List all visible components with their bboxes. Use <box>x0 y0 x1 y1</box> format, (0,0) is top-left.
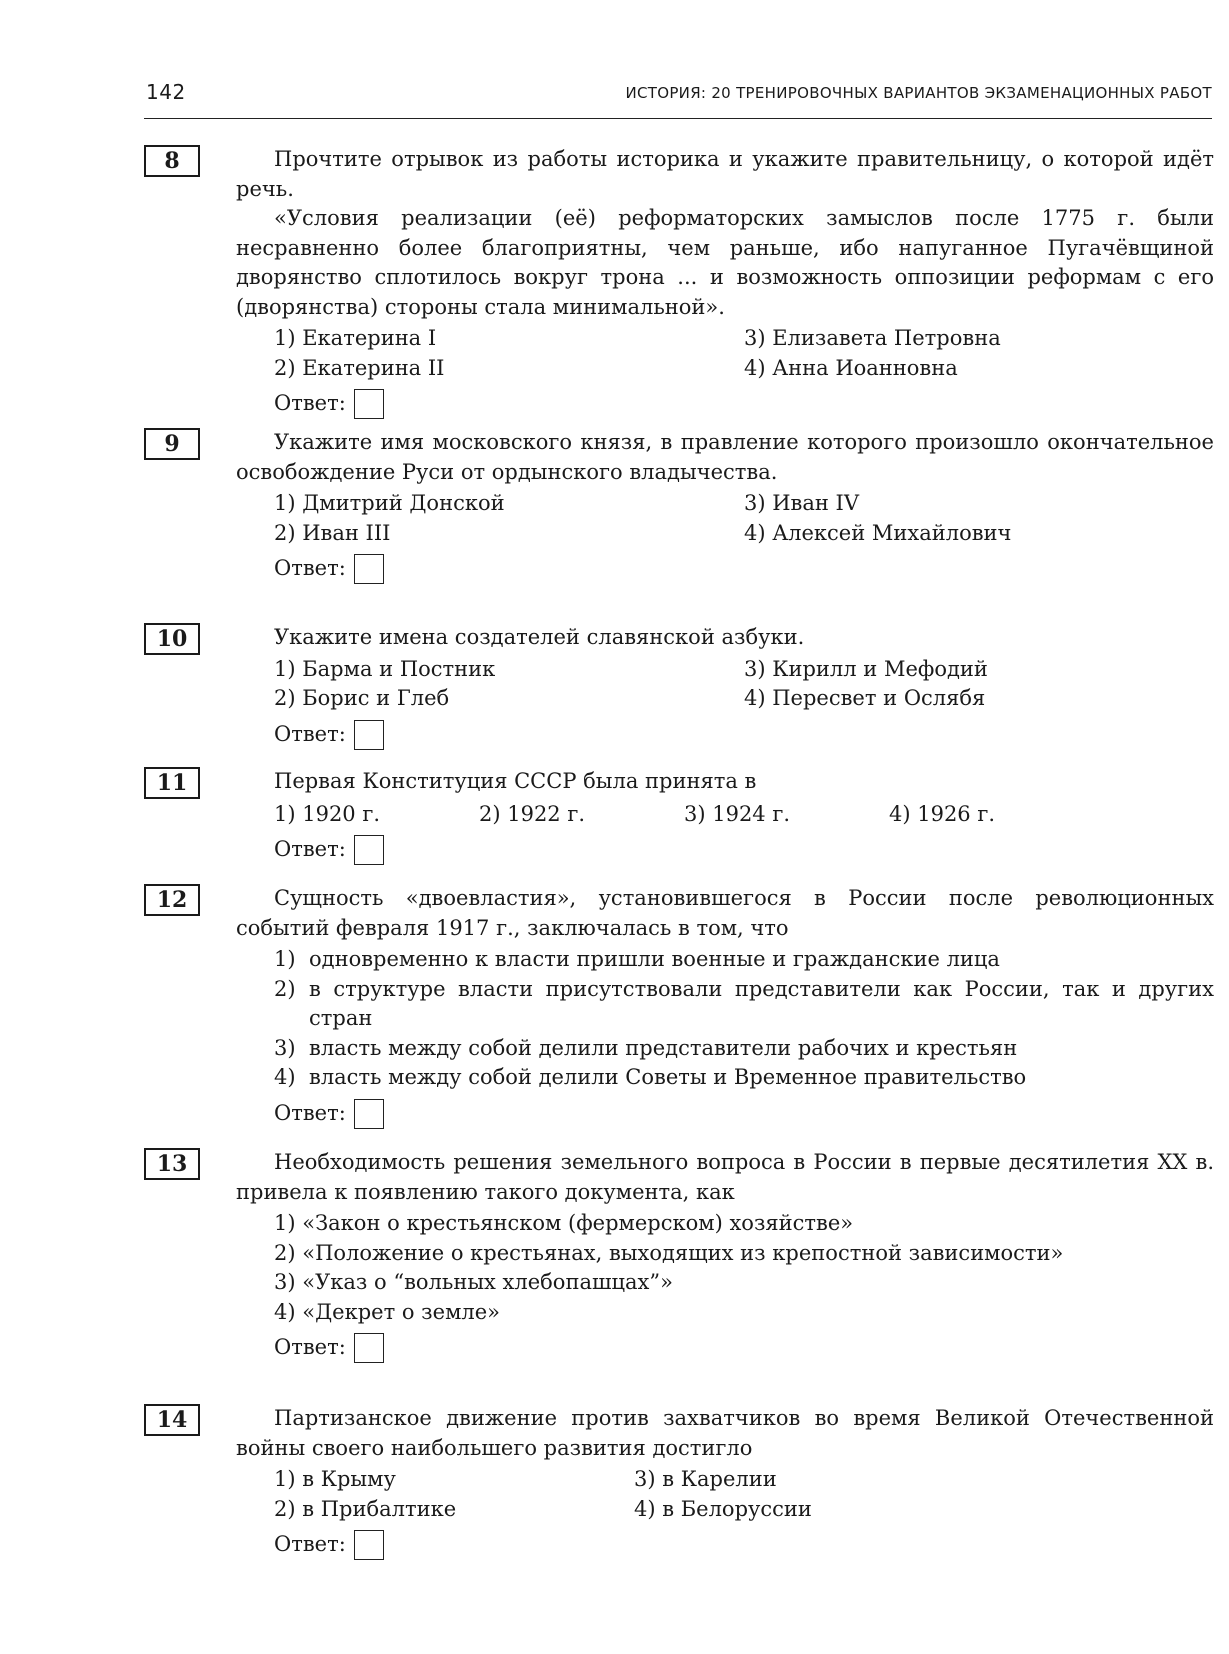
question-number: 10 <box>144 623 200 655</box>
answer-box[interactable] <box>354 1333 384 1363</box>
option-number: 1) <box>274 947 296 971</box>
question-number: 12 <box>144 884 200 916</box>
option-4: 4) в Белоруссии <box>634 1496 812 1521</box>
question-11 <box>144 767 1214 867</box>
option-3: 3) 1924 г. <box>684 801 791 826</box>
option-text: власть между собой делили представители рабочих и крестьян <box>309 1035 1018 1060</box>
option-2 <box>274 975 1214 1034</box>
option-3: 3) Иван IV <box>744 491 860 515</box>
option-number: 3) <box>274 1035 296 1060</box>
question-number: 8 <box>144 145 200 177</box>
option-4: 4) «Декрет о земле» <box>274 1299 501 1324</box>
option-1: 1) Дмитрий Донской <box>274 491 505 515</box>
option-1: 1) в Крыму <box>274 1467 396 1491</box>
question-14 <box>144 1404 1214 1562</box>
option-3 <box>274 1034 1214 1064</box>
answer-row <box>274 552 1214 586</box>
options <box>274 1465 1214 1524</box>
option-2: 2) в Прибалтике <box>274 1496 457 1521</box>
option-text: одновременно к власти пришли военные и гражданские лица <box>309 947 1000 971</box>
option-number: 4) <box>274 1065 296 1089</box>
answer-label: Ответ: <box>274 837 346 862</box>
question-12 <box>144 884 1214 1131</box>
option-4: 4) 1926 г. <box>889 801 996 826</box>
option-2: 2) 1922 г. <box>479 801 586 826</box>
option-3: 3) Кирилл и Мефодий <box>744 656 988 681</box>
question-number: 11 <box>144 767 200 799</box>
question-number: 9 <box>144 428 200 460</box>
answer-row <box>274 1331 1214 1365</box>
option-1 <box>274 945 1214 975</box>
answer-row <box>274 718 1214 752</box>
option-4: 4) Анна Иоанновна <box>744 355 958 380</box>
option-3: 3) «Указ о “вольных хлебопашцах”» <box>274 1270 673 1294</box>
option-number: 2) <box>274 976 296 1001</box>
answer-label: Ответ: <box>274 1100 346 1125</box>
answer-label: Ответ: <box>274 1335 346 1360</box>
option-2: 2) Борис и Глеб <box>274 686 450 710</box>
option-1: 1) Екатерина I <box>274 326 437 350</box>
option-text: власть между собой делили Советы и Временное правительство <box>309 1065 1027 1089</box>
option-1: 1) 1920 г. <box>274 801 381 826</box>
options <box>274 489 1214 548</box>
question-9 <box>144 428 1214 586</box>
question-text: Укажите имена создателей славянской азбуки. <box>274 625 805 649</box>
options <box>274 324 1214 383</box>
answer-label: Ответ: <box>274 556 346 581</box>
answer-box[interactable] <box>354 1530 384 1560</box>
option-1: 1) Барма и Постник <box>274 656 496 681</box>
option-3: 3) в Карелии <box>634 1467 777 1491</box>
answer-box[interactable] <box>354 554 384 584</box>
options <box>274 800 1214 830</box>
answer-box[interactable] <box>354 835 384 865</box>
answer-box[interactable] <box>354 720 384 750</box>
option-2: 2) Екатерина II <box>274 355 445 380</box>
question-text: Укажите имя московского князя, в правление которого произошло окончательное освобождение Руси от ордынского владычества. <box>236 430 1214 484</box>
option-2: 2) Иван III <box>274 520 391 545</box>
question-quote: «Условия реализации (её) реформаторских замыслов после 1775 г. были несравненно более благоприятны, чем раньше, ибо напуганное Пугачёвщиной дворянство сплотилось вокруг трона ... и возможность оппозиции реформам с его (дворянства) стороны стала минимальной». <box>236 206 1214 319</box>
options <box>274 945 1214 1093</box>
question-text: Сущность «двоевластия», установившегося в России после революционных событий февраля 1917 г., заключалась в том, что <box>236 886 1214 940</box>
answer-row <box>274 387 1214 421</box>
question-text: Необходимость решения земельного вопроса в России в первые десятилетия XX в. привела к появлению такого документа, как <box>236 1150 1214 1204</box>
answer-label: Ответ: <box>274 721 346 746</box>
option-4: 4) Пересвет и Ослябя <box>744 686 986 710</box>
option-2: 2) «Положение о крестьянах, выходящих из крепостной зависимости» <box>274 1240 1064 1265</box>
question-text: Прочтите отрывок из работы историка и укажите правительницу, о которой идёт речь. <box>236 147 1214 201</box>
option-3: 3) Елизавета Петровна <box>744 326 1001 350</box>
question-13 <box>144 1148 1214 1365</box>
running-title: ИСТОРИЯ: 20 ТРЕНИРОВОЧНЫХ ВАРИАНТОВ ЭКЗАМЕНАЦИОННЫХ РАБОТ <box>625 84 1212 102</box>
page-header <box>144 78 1212 119</box>
question-text: Первая Конституция СССР была принята в <box>274 769 757 793</box>
answer-row <box>274 1097 1214 1131</box>
answer-row <box>274 1528 1214 1562</box>
page-number: 142 <box>146 80 186 104</box>
question-10 <box>144 623 1214 752</box>
question-number: 14 <box>144 1404 200 1436</box>
question-text: Партизанское движение против захватчиков во время Великой Отечественной войны своего наибольшего развития достигло <box>236 1406 1214 1460</box>
answer-row <box>274 833 1214 867</box>
options <box>274 1209 1214 1327</box>
answer-box[interactable] <box>354 389 384 419</box>
answer-box[interactable] <box>354 1099 384 1129</box>
option-1: 1) «Закон о крестьянском (фермерском) хозяйстве» <box>274 1211 854 1235</box>
answer-label: Ответ: <box>274 391 346 416</box>
option-4 <box>274 1063 1214 1093</box>
options <box>274 655 1214 714</box>
option-text: в структуре власти присутствовали представители как России, так и других стран <box>309 976 1214 1030</box>
answer-label: Ответ: <box>274 1532 346 1557</box>
question-number: 13 <box>144 1148 200 1180</box>
question-8 <box>144 145 1214 421</box>
option-4: 4) Алексей Михайлович <box>744 520 1012 545</box>
